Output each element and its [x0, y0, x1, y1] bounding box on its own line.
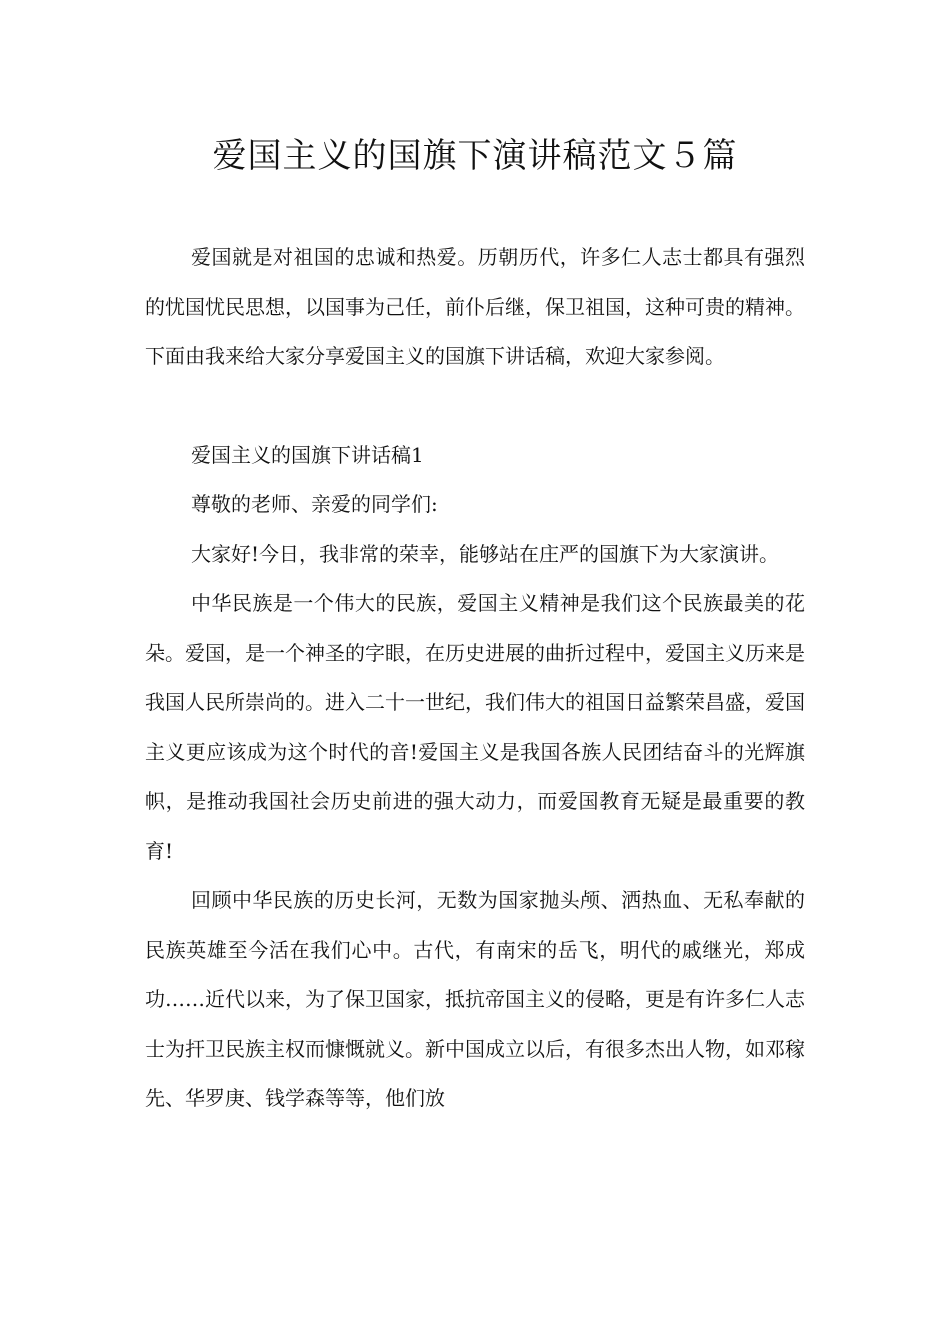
speech-section	[145, 431, 805, 1124]
section-gap	[145, 382, 805, 431]
body-paragraph: 大家好!今日，我非常的荣幸，能够站在庄严的国旗下为大家演讲。	[191, 541, 780, 566]
greeting: 尊敬的老师、亲爱的同学们:	[191, 492, 438, 516]
body-paragraph: 回顾中华民族的历史长河，无数为国家抛头颅、洒热血、无私奉献的民族英雄至今活在我们心中。古代，有南宋的岳飞，明代的戚继光，郑成功……近代以来，为了保卫国家，抵抗帝国主义的侵略，更是有许多仁人志士为扞卫民族主权而慷慨就义。新中国成立以后，有很多杰出人物，如邓稼先、华罗庚、钱学森等等，他们放	[145, 888, 805, 1110]
intro-paragraph: 爱国就是对祖国的忠诚和热爱。历朝历代，许多仁人志士都具有强烈的忧国忧民思想，以国事为己任，前仆后继，保卫祖国，这种可贵的精神。下面由我来给大家分享爱国主义的国旗下讲话稿，欢迎大家参阅。	[145, 245, 805, 368]
document-title: 爱国主义的国旗下演讲稿范文５篇	[212, 136, 738, 176]
body-paragraph: 中华民族是一个伟大的民族，爱国主义精神是我们这个民族最美的花朵。爱国，是一个神圣的字眼，在历史进展的曲折过程中，爱国主义历来是我国人民所崇尚的。进入二十一世纪，我们伟大的祖国日益繁荣昌盛，爱国主义更应该成为这个时代的音!爱国主义是我国各族人民团结奋斗的光辉旗帜，是推动我国社会历史前进的强大动力，而爱国教育无疑是最重要的教育!	[145, 591, 805, 863]
intro-block	[145, 233, 805, 382]
section-heading: 爱国主义的国旗下讲话稿1	[191, 442, 424, 467]
